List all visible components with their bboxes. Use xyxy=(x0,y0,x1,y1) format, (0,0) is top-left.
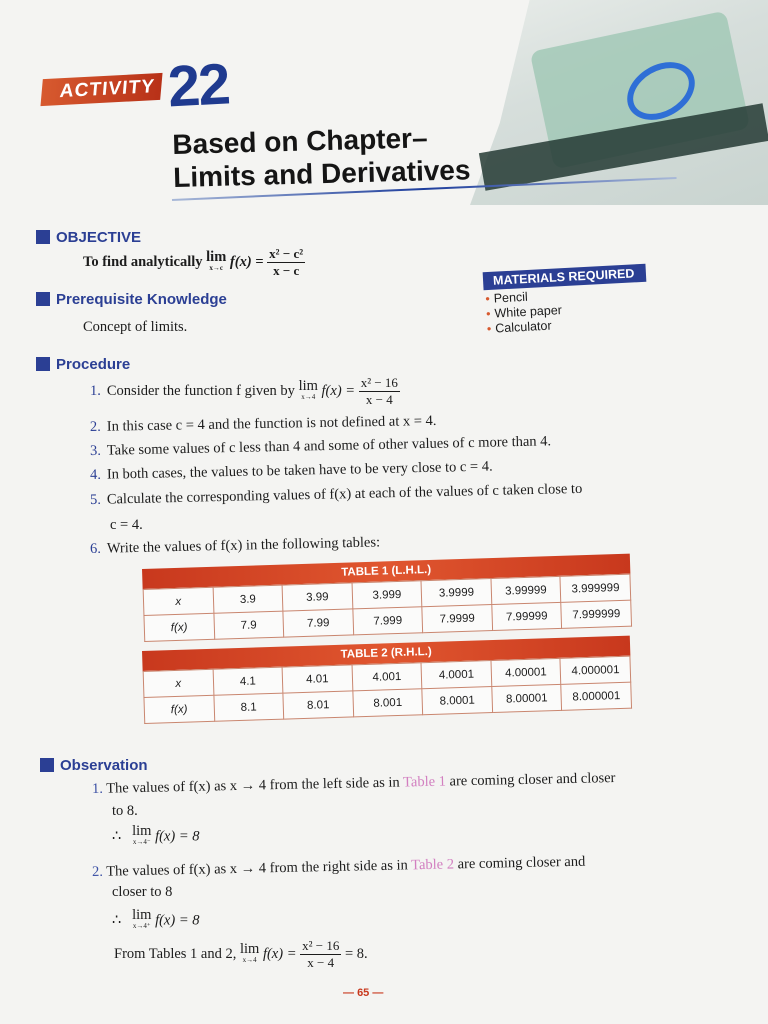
procedure-step-3 xyxy=(90,433,551,460)
rhl-result: f(x) = 8 xyxy=(155,912,200,929)
table-cell: 7.99 xyxy=(283,609,353,637)
step-text: c = 4. xyxy=(110,517,143,533)
observation-heading xyxy=(40,757,148,774)
step1-fraction xyxy=(359,375,400,408)
lim-word: lim xyxy=(206,248,227,265)
table-1-reference: Table 1 xyxy=(402,773,447,791)
activity-label: ACTIVITY xyxy=(40,73,162,106)
title-line-2: Limits and Derivatives xyxy=(172,154,471,193)
objective-limit xyxy=(206,248,227,274)
frac-numerator: x² − 16 xyxy=(302,938,340,953)
table-cell: 8.01 xyxy=(283,691,353,719)
table-cell: 8.00001 xyxy=(492,684,562,712)
step1-limit xyxy=(298,377,318,403)
section-square-icon xyxy=(36,357,50,371)
procedure-step-6 xyxy=(90,534,380,558)
observation-heading-text: Observation xyxy=(60,757,148,774)
materials-heading: MATERIALS REQUIRED xyxy=(483,264,647,291)
page-number-value: 65 xyxy=(357,987,370,999)
table-cell: 7.9999 xyxy=(422,605,492,633)
table-1-title: TABLE 1 (L.H.L.) xyxy=(142,554,630,589)
table-cell: 3.99 xyxy=(282,583,352,611)
observation-1-cont: to 8. xyxy=(112,803,138,819)
observation-text: The values of f(x) as x → 4 from the left side as in xyxy=(106,774,400,797)
procedure-heading-text: Procedure xyxy=(56,356,131,373)
frac-numerator: x² − c² xyxy=(269,246,304,261)
material-pencil: Pencil xyxy=(493,289,529,306)
materials-list xyxy=(485,288,563,337)
final-fx: f(x) = xyxy=(262,945,297,962)
objective-heading xyxy=(36,229,141,246)
observation-1-limit xyxy=(112,823,200,848)
step-number: 4. xyxy=(89,466,102,483)
section-square-icon xyxy=(36,230,50,244)
table-cell: 8.0001 xyxy=(422,687,492,715)
step-text: Take some values of c less than 4 and some of other values of c more than 4. xyxy=(106,433,552,459)
objective-fx: f(x) = xyxy=(229,253,264,270)
procedure-step-2 xyxy=(90,413,437,436)
lim-sub: x→4 xyxy=(301,392,316,401)
table-cell: 4.001 xyxy=(352,663,422,691)
materials-item xyxy=(487,318,563,336)
procedure-step-1 xyxy=(90,375,400,408)
lim-sub: x→c xyxy=(209,263,224,272)
lim-word: lim xyxy=(298,377,318,394)
table-cell: 4.1 xyxy=(213,667,283,695)
observation-number: 1. xyxy=(91,780,104,797)
lim-sub: x→4⁺ xyxy=(132,922,151,930)
table-cell: 3.9999 xyxy=(421,579,491,607)
title-line-1: Based on Chapter– xyxy=(172,122,428,160)
procedure-step-5 xyxy=(90,481,583,509)
table-cell: 4.00001 xyxy=(491,658,561,686)
prerequisite-heading-text: Prerequisite Knowledge xyxy=(56,291,227,308)
observation-2-cont: closer to 8 xyxy=(112,884,173,900)
table-cell: 8.000001 xyxy=(561,682,631,710)
section-square-icon xyxy=(40,758,54,772)
lim-word: lim xyxy=(132,823,152,839)
observation-text: are coming closer and closer xyxy=(449,770,616,790)
final-fraction xyxy=(300,938,341,971)
table-2-reference: Table 2 xyxy=(410,856,455,874)
table-2 xyxy=(142,636,632,724)
lhl-result: f(x) = 8 xyxy=(155,828,200,845)
table-cell: 4.000001 xyxy=(560,656,630,684)
step-number: 1. xyxy=(90,382,101,399)
table-cell: 7.99999 xyxy=(492,602,562,630)
procedure-step-4 xyxy=(90,459,493,484)
bullet-icon: • xyxy=(485,291,491,306)
step-text: Write the values of f(x) in the following tables: xyxy=(106,534,381,557)
objective-sentence: To find analytically xyxy=(83,253,203,270)
therefore-symbol: ∴ xyxy=(112,912,122,929)
frac-denominator: x − 4 xyxy=(365,392,393,407)
observation-2-limit xyxy=(112,907,200,932)
table-cell: 4.0001 xyxy=(421,661,491,689)
rhl-limit xyxy=(132,907,152,932)
step-number: 2. xyxy=(89,418,102,435)
frac-numerator: x² − 16 xyxy=(360,375,398,390)
conclusion-text: From Tables 1 and 2, xyxy=(114,945,237,962)
frac-denominator: x − 4 xyxy=(307,955,335,970)
step-number: 6. xyxy=(89,540,102,557)
frac-denominator: x − c xyxy=(273,263,300,278)
therefore-symbol: ∴ xyxy=(112,828,122,845)
table-cell: f(x) xyxy=(144,695,214,723)
observation-text: are coming closer and xyxy=(457,853,586,873)
table-2-title: TABLE 2 (R.H.L.) xyxy=(142,636,630,671)
final-conclusion xyxy=(114,938,368,971)
lim-sub: x→4⁻ xyxy=(132,838,151,846)
table-cell: 3.9 xyxy=(213,585,283,613)
table-cell: 7.999999 xyxy=(561,600,631,628)
section-square-icon xyxy=(36,292,50,306)
bullet-icon: • xyxy=(486,321,492,336)
page-number: — 65 — xyxy=(343,987,384,999)
activity-number: 22 xyxy=(166,51,231,120)
final-limit xyxy=(239,940,260,966)
observation-number: 2. xyxy=(91,863,104,880)
material-paper: White paper xyxy=(494,303,563,321)
step-text: Consider the function f given by xyxy=(106,382,295,399)
table-cell: 8.1 xyxy=(213,693,283,721)
table-cell: x xyxy=(143,669,213,697)
table-cell: 4.01 xyxy=(282,665,352,693)
procedure-step-5-cont xyxy=(110,517,143,534)
lim-word: lim xyxy=(132,907,152,923)
step1-fx: f(x) = xyxy=(321,382,356,399)
observation-1 xyxy=(92,770,616,798)
objective-text xyxy=(83,246,305,279)
step-text: Calculate the corresponding values of f(x) at each of the values of c taken close to xyxy=(106,480,583,508)
table-cell: f(x) xyxy=(144,613,214,641)
table-cell: 7.999 xyxy=(353,607,423,635)
observation-text: The values of f(x) as x → 4 from the right side as in xyxy=(106,857,408,880)
table-cell: 3.99999 xyxy=(491,576,561,604)
step-text: In this case c = 4 and the function is not defined at x = 4. xyxy=(106,412,437,435)
objective-fraction xyxy=(267,246,305,279)
objective-heading-text: OBJECTIVE xyxy=(56,229,142,246)
lim-sub: x→4 xyxy=(242,955,257,964)
lim-word: lim xyxy=(239,940,260,957)
table-cell: 8.001 xyxy=(353,689,423,717)
bullet-icon: • xyxy=(485,306,491,321)
material-calculator: Calculator xyxy=(494,318,552,336)
final-result: = 8. xyxy=(344,945,368,962)
observation-2 xyxy=(92,854,586,881)
table-cell: 3.999999 xyxy=(560,574,630,602)
table-cell: x xyxy=(143,587,213,615)
lhl-limit xyxy=(132,823,152,848)
table-1 xyxy=(142,554,632,642)
step-text: In both cases, the values to be taken have to be very close to c = 4. xyxy=(106,458,493,483)
page-title xyxy=(172,120,471,194)
step-number: 5. xyxy=(89,491,102,508)
prerequisite-text: Concept of limits. xyxy=(83,319,188,335)
step-number: 3. xyxy=(89,442,102,459)
table-cell: 3.999 xyxy=(352,581,422,609)
prerequisite-heading xyxy=(36,291,227,308)
procedure-heading xyxy=(36,356,130,373)
table-cell: 7.9 xyxy=(213,611,283,639)
